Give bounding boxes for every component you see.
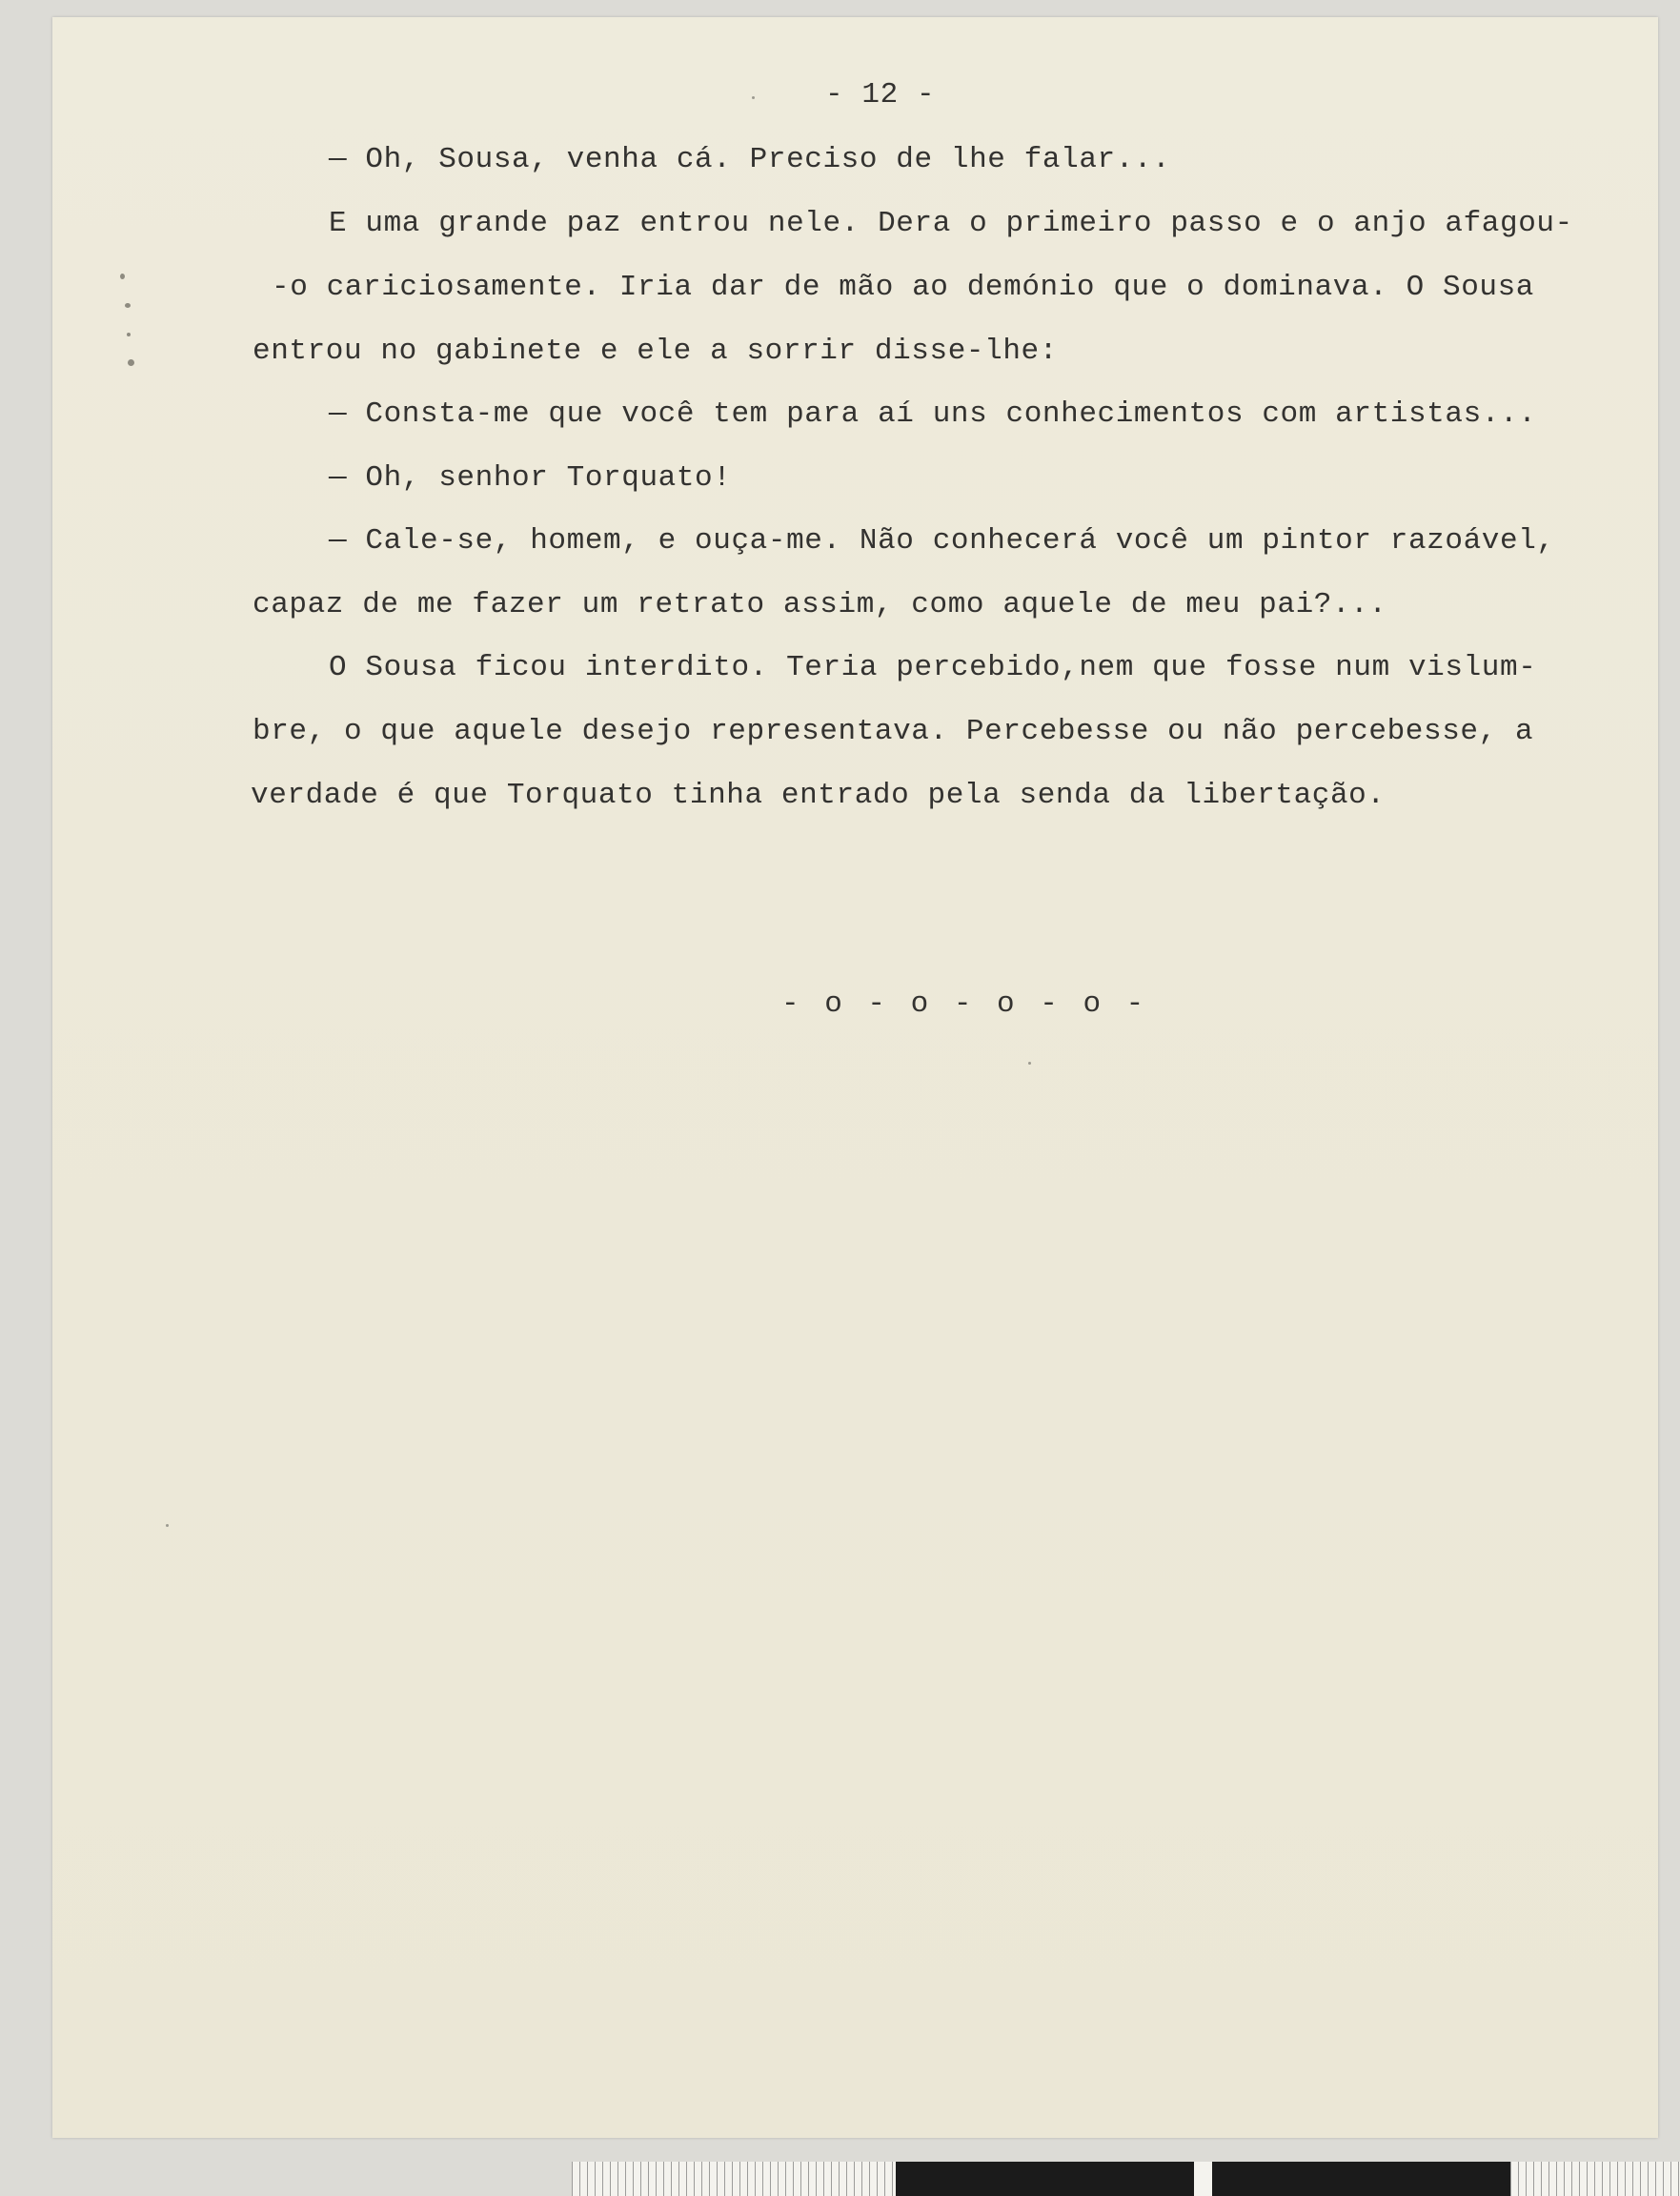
paper-speck (752, 96, 755, 99)
text-line: capaz de me fazer um retrato assim, como aquele de meu pai?... (253, 588, 1387, 621)
text-line: verdade é que Torquato tinha entrado pela senda da libertação. (251, 779, 1386, 812)
paper-speck (1028, 1062, 1031, 1065)
ruler-black-block (896, 2162, 1194, 2196)
paper-speck (166, 1524, 169, 1527)
text-line: O Sousa ficou interdito. Teria percebido,nem que fosse num vislum- (329, 651, 1537, 684)
text-line: bre, o que aquele desejo representava. Percebesse ou não percebesse, a (253, 715, 1534, 748)
page-number: - 12 - (825, 78, 936, 112)
text-line: — Cale-se, homem, e ouça-me. Não conhecerá você um pintor razoável, (329, 524, 1555, 558)
text-line: E uma grande paz entrou nele. Dera o primeiro passo e o anjo afagou- (329, 207, 1573, 240)
margin-mark (127, 333, 131, 336)
text-line: entrou no gabinete e ele a sorrir disse-lhe: (253, 335, 1058, 368)
margin-mark (128, 359, 134, 366)
ruler-black-block (1212, 2162, 1510, 2196)
text-line: -o cariciosamente. Iria dar de mão ao demónio que o dominava. O Sousa (272, 271, 1535, 304)
margin-mark (120, 274, 125, 279)
scan-color-ruler (572, 2162, 1680, 2196)
section-separator: - o - o - o - o - (781, 987, 1148, 1021)
text-line: — Oh, senhor Torquato! (329, 461, 732, 495)
text-line: — Oh, Sousa, venha cá. Preciso de lhe falar... (329, 143, 1171, 176)
ruler-ticks (1510, 2162, 1680, 2196)
margin-mark (125, 303, 131, 308)
text-line: — Consta-me que você tem para aí uns conhecimentos com artistas... (329, 397, 1537, 431)
ruler-ticks (572, 2162, 896, 2196)
